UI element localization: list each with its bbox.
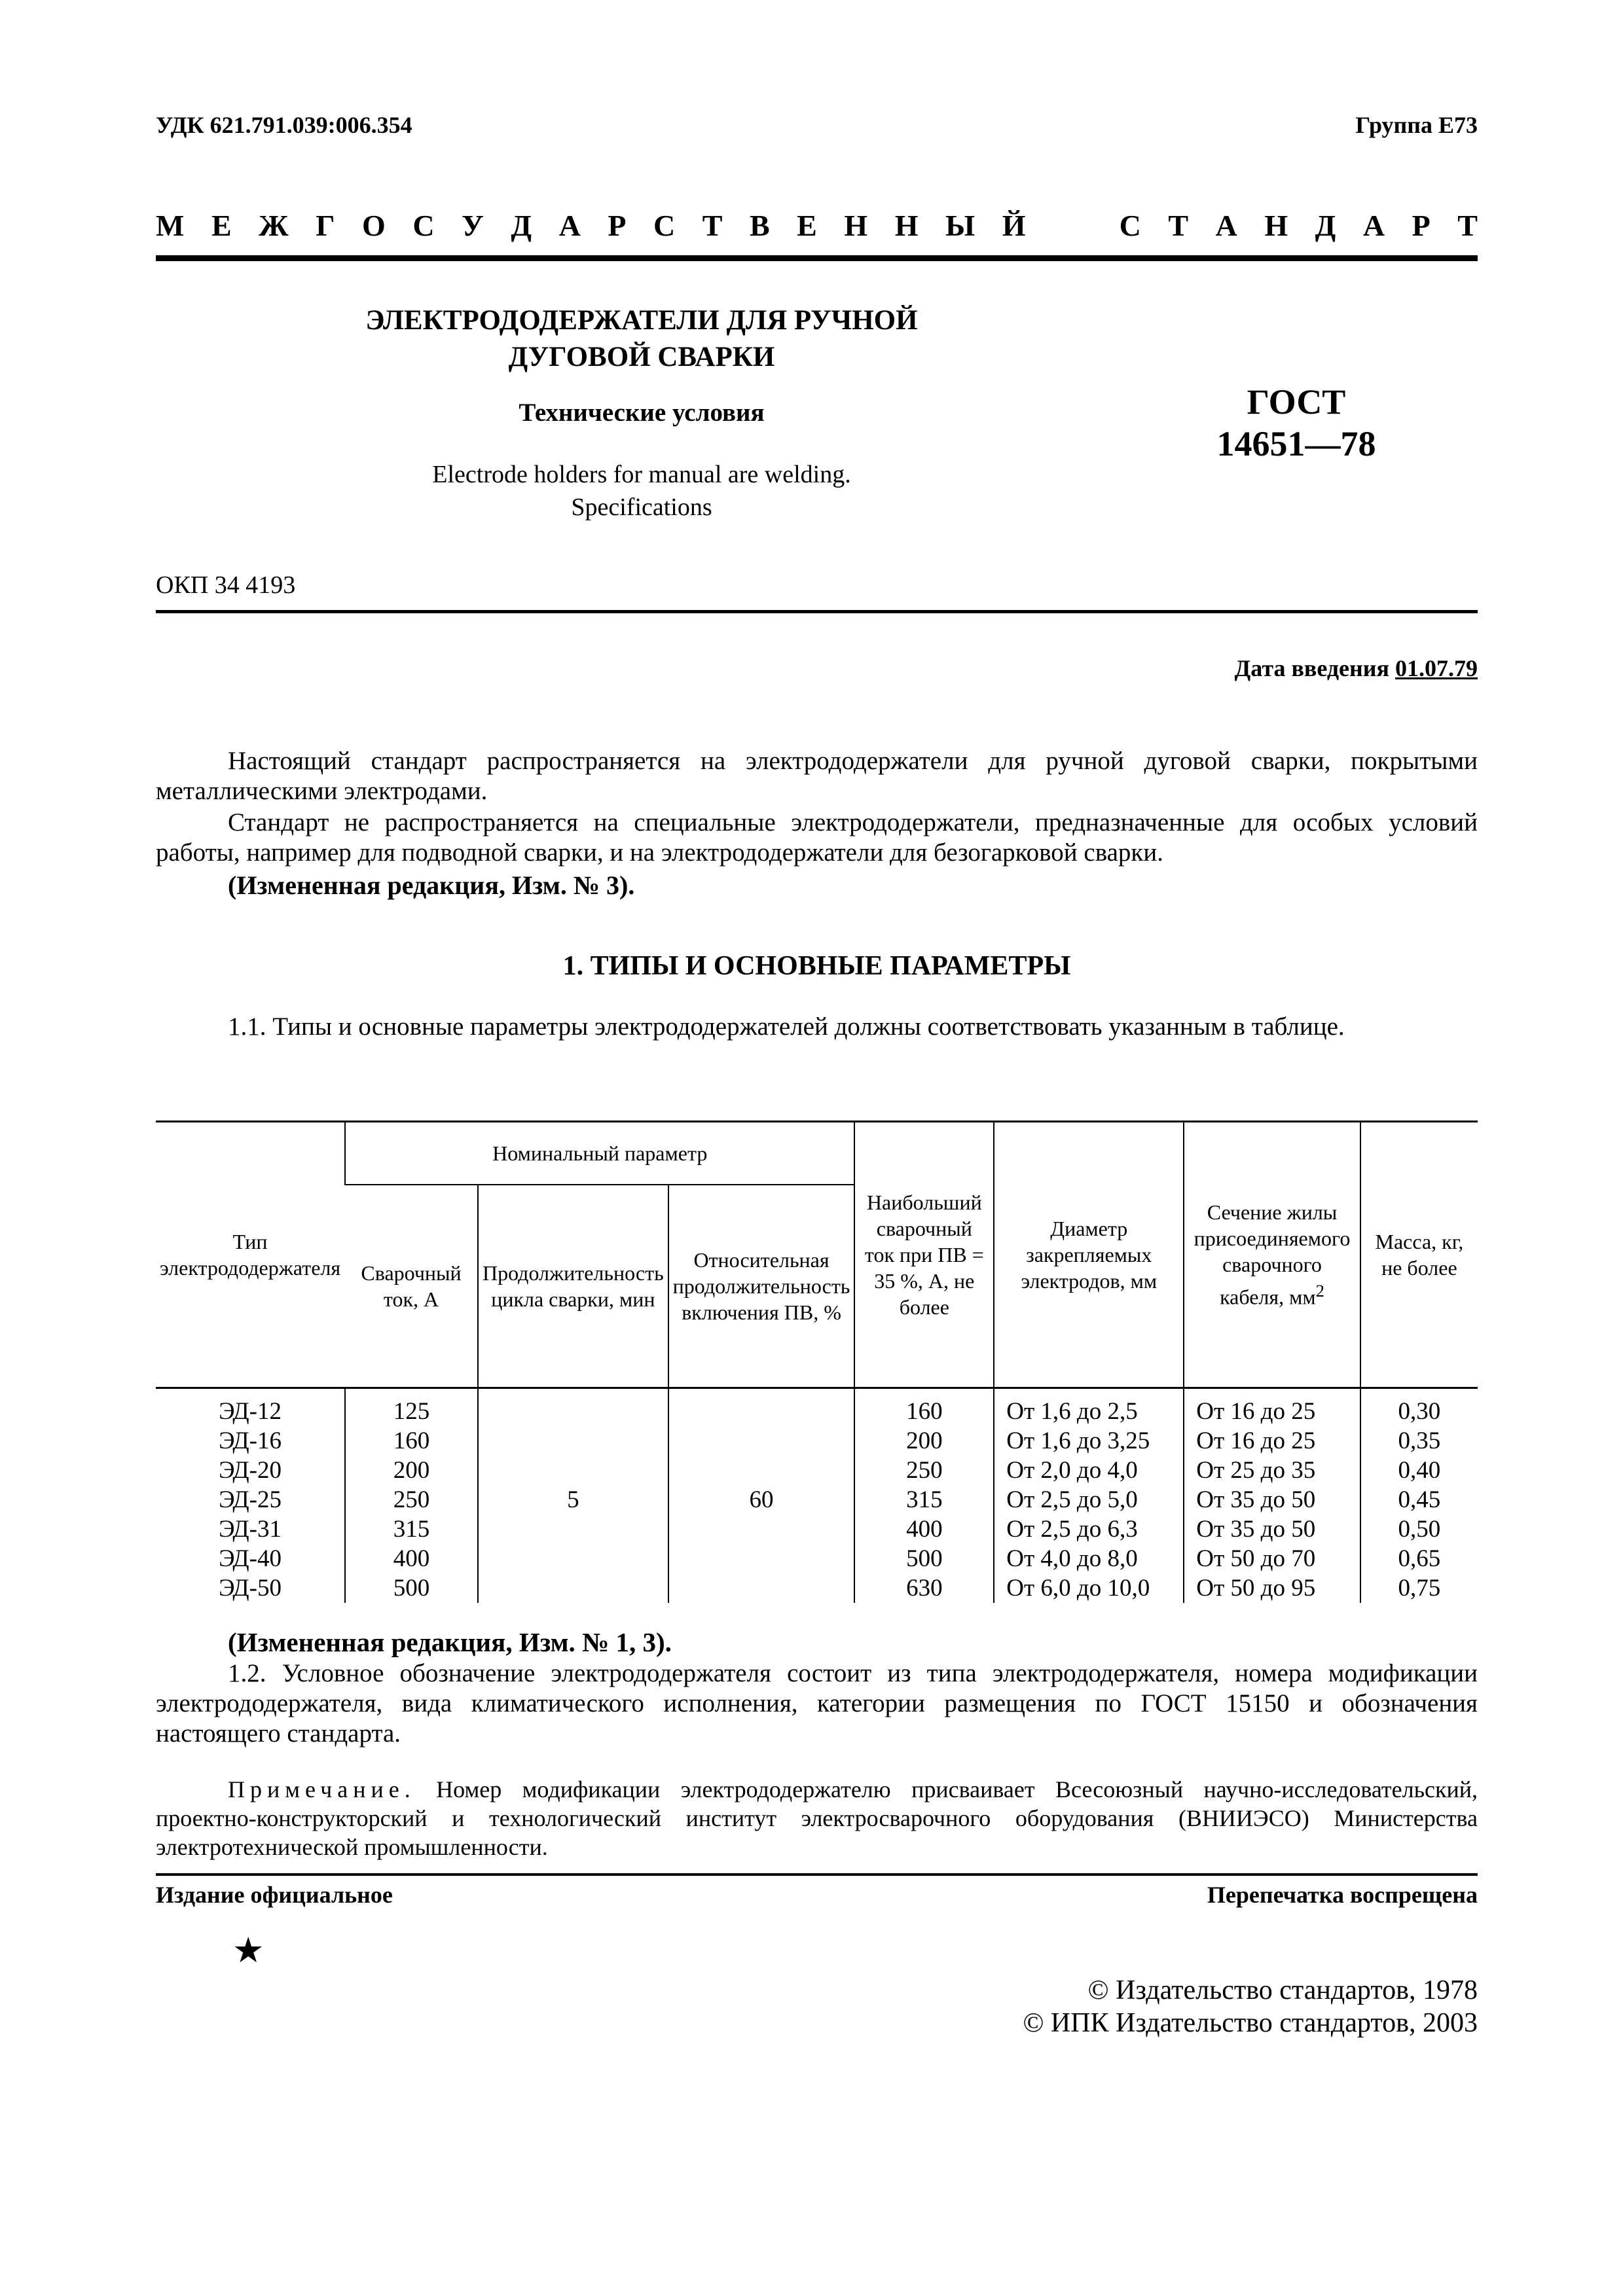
cell-cable-section: От 50 до 95: [1184, 1573, 1360, 1603]
cell-diameter: От 2,5 до 6,3: [994, 1515, 1184, 1544]
header-nominal: Номинальный параметр: [345, 1122, 854, 1185]
exclusion-text: Стандарт не распространяется на специальные электрододержатели, предназначенные для особых условий работы, например для подводной сварки, и на электрододержатели для безогарковой сварки.: [156, 808, 1478, 867]
cell-current: 250: [345, 1485, 478, 1515]
cell-max-current: 160: [854, 1388, 994, 1427]
banner-word1-letter: Й: [1002, 209, 1026, 242]
cell-current: 315: [345, 1515, 478, 1544]
banner-word1-letter: С: [653, 209, 676, 242]
banner-word2-letter: Н: [1264, 209, 1288, 242]
banner-word1-letter: Е: [797, 209, 817, 242]
banner-word1-letter: О: [362, 209, 386, 242]
banner-word1-letter: В: [749, 209, 770, 242]
cell-current: 125: [345, 1388, 478, 1427]
cell-mass: 0,45: [1360, 1485, 1478, 1515]
banner-word2-letter: С: [1119, 209, 1141, 242]
table-row: [156, 1388, 1478, 1427]
header-relative: Относительная продолжительность включения ПВ, %: [668, 1185, 855, 1388]
banner-word1-letter: Г: [316, 209, 335, 242]
cell-diameter: От 1,6 до 3,25: [994, 1426, 1184, 1456]
amendment-text-2: (Измененная редакция, Изм. № 1, 3).: [228, 1627, 672, 1657]
cell-max-current: 200: [854, 1426, 994, 1456]
banner-word2-letter: Т: [1457, 209, 1478, 242]
header-type: Тип электрододержателя: [156, 1122, 345, 1388]
amendment-note-1: [156, 870, 1478, 901]
copyright-2003: © ИПК Издательство стандартов, 2003: [1023, 2008, 1478, 2038]
cell-mass: 0,30: [1360, 1388, 1478, 1427]
header-current: Сварочный ток, А: [345, 1185, 478, 1388]
note-paragraph: [156, 1775, 1478, 1861]
header-max-current: Наибольший сварочный ток при ПВ = 35 %, А, не более: [854, 1122, 994, 1388]
english-title-line-1: Electrode holders for manual are welding.: [432, 461, 851, 488]
cell-max-current: 630: [854, 1573, 994, 1603]
table-body: [156, 1388, 1478, 1604]
header-diameter: Диаметр закрепляемых электродов, мм: [994, 1122, 1184, 1388]
top-rule: [156, 255, 1478, 261]
group-code: Группа Е73: [1355, 112, 1478, 138]
copyright-block: [1023, 1974, 1478, 2039]
header-cable-section-text: Сечение жилы присоединяемого сварочного кабеля, мм: [1194, 1200, 1351, 1309]
clause-1-1: [156, 1012, 1478, 1042]
gost-number-block: [1198, 381, 1395, 465]
cell-current: 160: [345, 1426, 478, 1456]
title-line-1: ЭЛЕКТРОДОДЕРЖАТЕЛИ ДЛЯ РУЧНОЙ: [365, 305, 918, 336]
banner-word1-letter: Д: [511, 209, 532, 242]
section-title: 1. ТИПЫ И ОСНОВНЫЕ ПАРАМЕТРЫ: [562, 951, 1071, 981]
cell-type: ЭД-16: [219, 1427, 282, 1454]
cell-mass: 0,35: [1360, 1426, 1478, 1456]
banner-word1-letter: Н: [894, 209, 919, 242]
cell-cable-section: От 35 до 50: [1184, 1515, 1360, 1544]
cell-cable-section: От 16 до 25: [1184, 1388, 1360, 1427]
copyright-1978: © Издательство стандартов, 1978: [1087, 1975, 1478, 2005]
udk-code: УДК 621.791.039:006.354: [156, 112, 412, 138]
banner-word1-letter: М: [156, 209, 185, 242]
cell-type: ЭД-31: [219, 1516, 282, 1543]
cell-diameter: От 6,0 до 10,0: [994, 1573, 1184, 1603]
cell-current: 500: [345, 1573, 478, 1603]
english-title: [275, 458, 1008, 524]
okp-code: ОКП 34 4193: [156, 571, 296, 599]
cell-type: ЭД-50: [219, 1575, 282, 1602]
reprint-prohibited: Перепечатка воспрещена: [1207, 1882, 1478, 1908]
banner-word2-letter: А: [1215, 209, 1237, 242]
english-title-line-2: Specifications: [571, 493, 712, 521]
cell-mass: 0,40: [1360, 1456, 1478, 1485]
okp-rule: [156, 610, 1478, 613]
cell-diameter: От 4,0 до 8,0: [994, 1544, 1184, 1573]
cell-mass: 0,50: [1360, 1515, 1478, 1544]
gost-label: ГОСТ: [1247, 382, 1346, 422]
exclusion-paragraph: [156, 808, 1478, 868]
cell-duration: 5: [478, 1388, 668, 1604]
effective-date: [1235, 655, 1478, 682]
header-cable-section-sup: 2: [1315, 1281, 1324, 1301]
cell-cable-section: От 25 до 35: [1184, 1456, 1360, 1485]
official-edition: Издание официальное: [156, 1882, 393, 1908]
banner-word1-letter: У: [462, 209, 484, 242]
banner-word1-letter: Ж: [259, 209, 289, 242]
star-icon: ★: [232, 1931, 264, 1970]
note-label: Примечание.: [228, 1776, 416, 1803]
cell-type: ЭД-25: [219, 1486, 282, 1513]
banner-word2-letter: А: [1362, 209, 1385, 242]
scope-paragraph: [156, 746, 1478, 806]
header-duration: Продолжительность цикла сварки, мин: [478, 1185, 668, 1388]
cell-relative: 60: [668, 1388, 855, 1604]
cell-max-current: 400: [854, 1515, 994, 1544]
cell-max-current: 500: [854, 1544, 994, 1573]
header-cable-section: [1184, 1122, 1360, 1388]
banner-word1-letter: Н: [844, 209, 868, 242]
banner-word2-letter: Р: [1412, 209, 1431, 242]
banner-gap: [1053, 208, 1092, 243]
document-title: [275, 302, 1008, 376]
cell-max-current: 250: [854, 1456, 994, 1485]
cell-cable-section: От 16 до 25: [1184, 1426, 1360, 1456]
amendment-note-2: [156, 1627, 1478, 1657]
standard-type-banner: [156, 208, 1478, 243]
cell-current: 200: [345, 1456, 478, 1485]
cell-mass: 0,75: [1360, 1573, 1478, 1603]
title-line-2: ДУГОВОЙ СВАРКИ: [508, 342, 775, 372]
cell-type: ЭД-12: [219, 1398, 282, 1425]
document-subtitle: Технические условия: [519, 399, 765, 427]
banner-word1-letter: Т: [702, 209, 723, 242]
cell-mass: 0,65: [1360, 1544, 1478, 1573]
parameters-table: [156, 1121, 1478, 1603]
cell-diameter: От 2,0 до 4,0: [994, 1456, 1184, 1485]
banner-word1-letter: Ы: [945, 209, 976, 242]
date-label: Дата введения: [1234, 655, 1389, 681]
gost-number: 14651—78: [1216, 424, 1376, 463]
cell-diameter: От 2,5 до 5,0: [994, 1485, 1184, 1515]
date-value: 01.07.79: [1395, 655, 1478, 681]
amendment-text-1: (Измененная редакция, Изм. № 3).: [228, 870, 635, 900]
cell-cable-section: От 35 до 50: [1184, 1485, 1360, 1515]
banner-word1-letter: А: [558, 209, 581, 242]
clause-1-2: [156, 1659, 1478, 1749]
clause-1-1-text: 1.1. Типы и основные параметры электрододержателей должны соответствовать указанным в таблице.: [228, 1013, 1345, 1041]
banner-word1-letter: Е: [211, 209, 232, 242]
banner-word1-letter: Р: [608, 209, 627, 242]
clause-1-2-text: 1.2. Условное обозначение электрододержателя состоит из типа электрододержателя, номера модификации электрододержателя, вида климатического исполнения, категории размещения по ГОСТ 15150 и обозначения настоящего стандарта.: [156, 1659, 1478, 1748]
note-text: Номер модификации электрододержателю присваивает Всесоюзный научно-исследовательский, проектно-конструкторский и технологический институт электросварочного оборудования (ВНИИЭСО) Министерства электротехнической промышленности.: [156, 1776, 1478, 1860]
banner-word2-letter: Д: [1315, 209, 1336, 242]
cell-max-current: 315: [854, 1485, 994, 1515]
cell-diameter: От 1,6 до 2,5: [994, 1388, 1184, 1427]
cell-type: ЭД-20: [219, 1457, 282, 1484]
cell-current: 400: [345, 1544, 478, 1573]
scope-text: Настоящий стандарт распространяется на электрододержатели для ручной дуговой сварки, покрытыми металлическими электродами.: [156, 747, 1478, 805]
header-mass: Масса, кг, не более: [1360, 1122, 1478, 1388]
footer-rule: [156, 1873, 1478, 1876]
cell-cable-section: От 50 до 70: [1184, 1544, 1360, 1573]
banner-word1-letter: С: [412, 209, 435, 242]
cell-type: ЭД-40: [219, 1545, 282, 1572]
banner-word2-letter: Т: [1168, 209, 1189, 242]
